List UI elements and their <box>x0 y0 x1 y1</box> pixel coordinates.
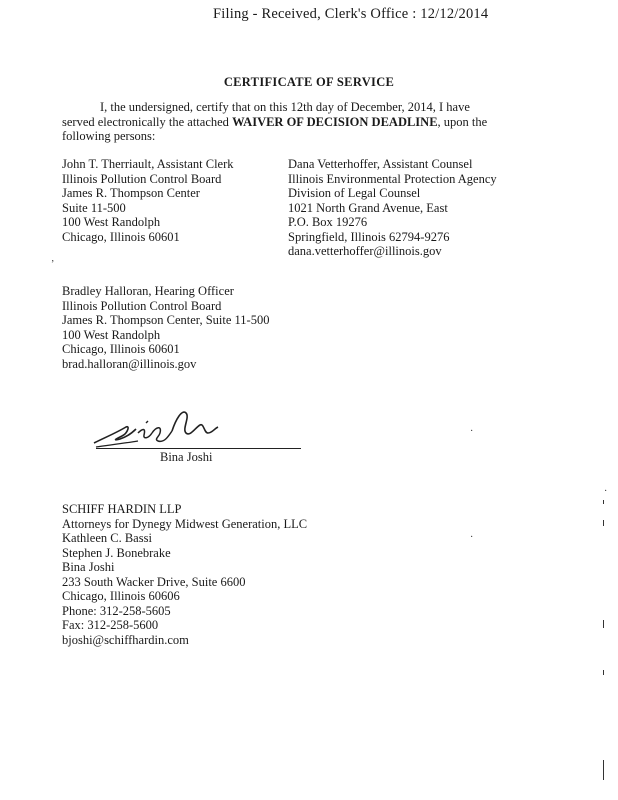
recipient-clerk-address <box>62 157 234 244</box>
firm-line: 233 South Wacker Drive, Suite 6600 <box>62 574 246 589</box>
intro-text-before: I, the undersigned, certify that on this 12th day of December, 2014, I have served electronically the attached <box>62 100 470 129</box>
address-line: 100 West Randolph <box>62 215 161 229</box>
attorney-name: Stephen J. Bonebrake <box>62 545 171 560</box>
address-line: Illinois Pollution Control Board <box>62 171 222 186</box>
document-name: WAIVER OF DECISION DEADLINE <box>232 114 438 129</box>
firm-line: Chicago, Illinois 60606 <box>62 589 180 603</box>
scan-edge-marks <box>603 490 607 790</box>
address-line: Chicago, Illinois 60601 <box>62 229 180 244</box>
scan-speck <box>603 670 604 675</box>
phone-number: Phone: 312-258-5605 <box>62 603 171 618</box>
scan-speck: · <box>470 426 474 437</box>
address-line: John T. Therriault, Assistant Clerk <box>62 157 234 171</box>
firm-signature-block <box>62 502 307 647</box>
firm-line: Attorneys for Dynegy Midwest Generation, LLC <box>62 516 308 531</box>
address-line: James R. Thompson Center, Suite 11-500 <box>62 313 270 327</box>
recipient-hearing-officer-address <box>62 284 269 371</box>
attorney-name: Kathleen C. Bassi <box>62 531 152 545</box>
attorney-name: Bina Joshi <box>62 560 115 574</box>
scan-speck <box>603 500 604 504</box>
signer-name: Bina Joshi <box>160 450 213 464</box>
email-link[interactable]: dana.vetterhoffer@illinois.gov <box>288 244 442 258</box>
address-line: Chicago, Illinois 60601 <box>62 342 180 356</box>
intro-paragraph <box>62 100 502 144</box>
address-line: P.O. Box 19276 <box>288 215 368 229</box>
firm-name: SCHIFF HARDIN LLP <box>62 502 182 516</box>
email-link[interactable]: bjoshi@schiffhardin.com <box>62 632 189 647</box>
address-line: 1021 North Grand Avenue, East <box>288 200 448 215</box>
address-line: Dana Vetterhoffer, Assistant Counsel <box>288 157 473 171</box>
intro-text-after: , upon the following persons: <box>62 114 488 143</box>
fax-number: Fax: 312-258-5600 <box>62 618 159 632</box>
scan-speck <box>603 620 604 628</box>
address-line: Bradley Halloran, Hearing Officer <box>62 284 234 298</box>
scan-speck <box>603 520 604 526</box>
address-line: Suite 11-500 <box>62 200 126 215</box>
address-line: 100 West Randolph <box>62 327 161 342</box>
signature-line <box>96 448 301 449</box>
recipient-iepa-address <box>288 157 497 259</box>
scan-speck: · <box>470 532 474 543</box>
document-title: CERTIFICATE OF SERVICE <box>223 75 395 89</box>
address-line: Illinois Environmental Protection Agency <box>288 171 497 186</box>
scan-speck: ’ <box>51 259 55 270</box>
scan-speck <box>603 760 604 780</box>
scan-speck: · <box>604 486 608 497</box>
email-link[interactable]: brad.halloran@illinois.gov <box>62 356 197 371</box>
address-line: Division of Legal Counsel <box>288 186 421 200</box>
handwritten-signature <box>86 403 226 453</box>
address-line: Illinois Pollution Control Board <box>62 298 222 313</box>
address-line: Springfield, Illinois 62794-9276 <box>288 229 450 244</box>
filing-stamp: Filing - Received, Clerk's Office : 12/12/2014 <box>213 6 489 22</box>
address-line: James R. Thompson Center <box>62 186 200 200</box>
